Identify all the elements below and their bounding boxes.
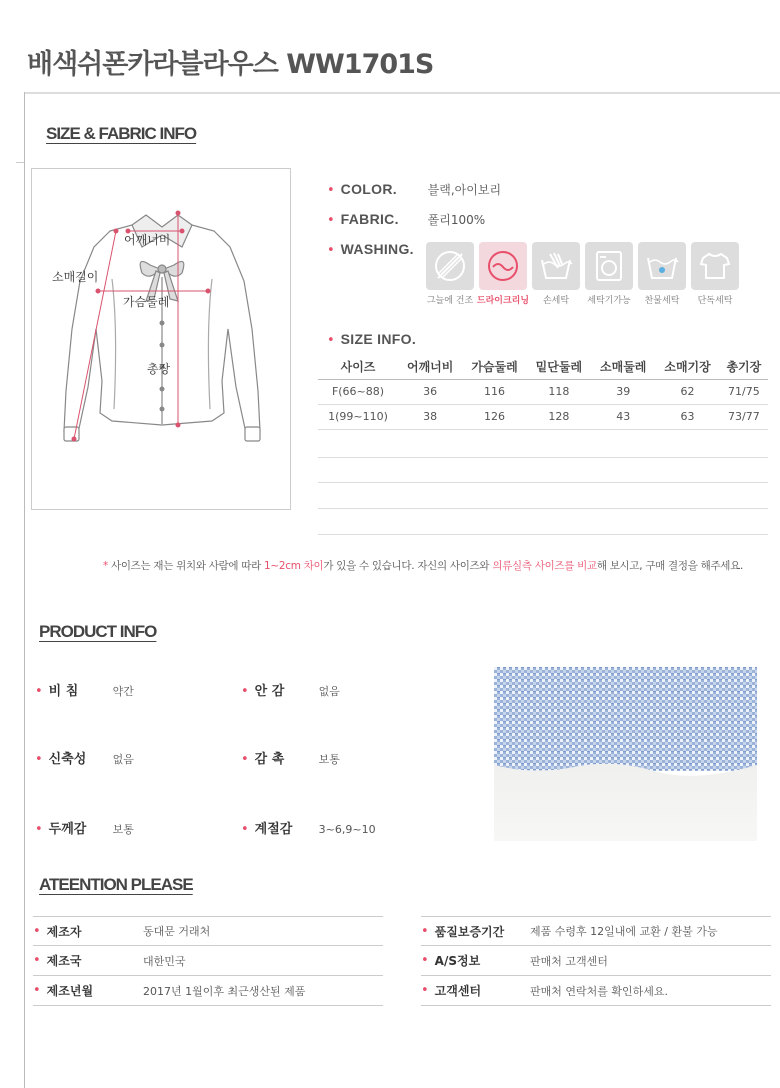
bullet-icon: • — [33, 923, 41, 939]
spec-washing-key: WASHING. — [340, 241, 414, 257]
spec-color — [327, 181, 501, 198]
product-info-value: 없음 — [112, 753, 134, 766]
bullet-icon: • — [421, 953, 429, 968]
bullet-icon: • — [33, 953, 41, 968]
spec-color-key: COLOR. — [340, 181, 397, 197]
table-cell: F(66~88) — [318, 379, 398, 404]
table-cell: 36 — [398, 379, 462, 404]
table-cell: 73/77 — [720, 404, 768, 429]
blouse-illustration — [32, 169, 292, 511]
spec-color-value: 블랙,아이보리 — [427, 183, 502, 197]
bullet-icon: • — [35, 822, 43, 837]
attention-value: 대한민국 — [143, 954, 186, 968]
bullet-icon: • — [33, 983, 41, 998]
fabric-swatch-image — [494, 667, 757, 841]
wash-item-cold-wash — [638, 242, 686, 306]
bullet-icon: • — [241, 684, 249, 699]
note-highlight: 1~2cm 차이 — [264, 560, 324, 572]
note-asterisk: * — [103, 560, 108, 572]
size-col-header: 소매둘레 — [591, 355, 655, 379]
product-info-see-through — [35, 680, 134, 699]
attention-row — [421, 916, 771, 946]
section-heading-size-fabric: SIZE & FABRIC INFO — [46, 124, 197, 143]
section-heading-product: PRODUCT INFO — [39, 622, 157, 641]
table-empty-row-line — [318, 457, 768, 458]
size-col-header: 사이즈 — [318, 355, 398, 379]
attention-row — [33, 916, 383, 946]
bullet-icon: • — [327, 243, 335, 258]
table-cell: 43 — [591, 404, 655, 429]
product-info-value: 없음 — [318, 685, 340, 698]
wash-item-washing-machine — [585, 242, 633, 306]
wash-label: 단독세탁 — [697, 296, 733, 306]
size-col-header: 어깨너비 — [398, 355, 462, 379]
attention-key: 품질보증기간 — [434, 924, 505, 939]
wash-item-dry-clean — [476, 242, 530, 306]
spec-size-info — [327, 331, 461, 348]
table-empty-row-line — [318, 482, 768, 483]
bullet-icon: • — [327, 213, 335, 228]
table-row — [318, 404, 768, 429]
product-info-value: 3~6,9~10 — [318, 823, 376, 836]
product-info-value: 보통 — [318, 753, 340, 766]
attention-value: 판매처 연락처를 확인하세요. — [530, 984, 669, 998]
table-cell: 128 — [527, 404, 591, 429]
table-cell: 71/75 — [720, 379, 768, 404]
table-cell: 116 — [462, 379, 526, 404]
product-title: 배색쉬폰카라블라우스 WW1701S — [27, 49, 434, 80]
attention-value: 판매처 고객센터 — [530, 954, 608, 968]
bullet-icon: • — [35, 752, 43, 767]
shade-dry-icon — [426, 242, 474, 290]
attention-key: 제조국 — [46, 954, 82, 968]
bullet-icon: • — [421, 983, 429, 998]
note-text: 해 보시고, 구매 결정을 해주세요. — [596, 560, 744, 572]
attention-key: 제조자 — [46, 924, 82, 939]
spec-size-key: SIZE INFO. — [340, 331, 417, 347]
attention-value: 2017년 1월이후 최근생산된 제품 — [143, 984, 306, 998]
product-info-key: 안 감 — [254, 684, 285, 699]
size-col-header: 소매기장 — [655, 355, 719, 379]
label-chest: 가슴둘레 — [123, 295, 170, 309]
bullet-icon: • — [421, 923, 429, 939]
garment-diagram — [31, 168, 291, 510]
wash-label: 그늘에 건조 — [426, 296, 474, 306]
note-text: 가 있을 수 있습니다. 자신의 사이즈와 — [323, 560, 493, 572]
separate-wash-icon — [691, 242, 739, 290]
bullet-icon: • — [327, 183, 335, 198]
attention-key: 고객센터 — [434, 984, 482, 998]
attention-row — [33, 946, 383, 976]
product-info-key: 두께감 — [48, 822, 87, 837]
note-text: 사이즈는 재는 위치와 사람에 따라 — [111, 560, 264, 572]
attention-key: A/S정보 — [434, 954, 481, 968]
wash-label: 손세탁 — [542, 296, 570, 306]
bullet-icon: • — [327, 333, 335, 348]
size-note — [103, 558, 743, 573]
size-table — [318, 355, 768, 430]
dry-clean-icon — [479, 242, 527, 290]
frame-tick — [16, 162, 24, 163]
hand-wash-icon — [532, 242, 580, 290]
wash-label: 드라이크리닝 — [476, 296, 530, 306]
size-col-header: 밑단둘레 — [527, 355, 591, 379]
product-info-value: 보통 — [112, 823, 134, 836]
wash-item-shade-dry — [426, 242, 474, 306]
spec-fabric-value: 폴리100% — [427, 213, 486, 227]
bullet-icon: • — [241, 822, 249, 837]
product-info-texture — [241, 748, 340, 767]
attention-row — [421, 976, 771, 1006]
table-empty-row-line — [318, 508, 768, 509]
wash-label: 찬물세탁 — [644, 296, 680, 306]
product-info-key: 비 침 — [48, 684, 79, 699]
table-row — [318, 379, 768, 404]
attention-row — [33, 976, 383, 1006]
bullet-icon: • — [241, 752, 249, 767]
spec-fabric-key: FABRIC. — [340, 211, 399, 227]
product-info-season — [241, 818, 376, 837]
attention-key: 제조년월 — [46, 984, 94, 998]
product-info-key: 신축성 — [48, 752, 87, 767]
attention-row — [421, 946, 771, 976]
note-highlight: 의류실측 사이즈를 비교 — [492, 560, 597, 572]
washing-machine-icon — [585, 242, 633, 290]
wash-item-separate — [691, 242, 739, 306]
product-info-key: 감 촉 — [254, 752, 285, 767]
table-cell: 62 — [655, 379, 719, 404]
product-info-key: 계절감 — [254, 822, 293, 837]
product-info-thickness — [35, 818, 134, 837]
label-sleeve: 소매길이 — [52, 270, 99, 284]
attention-value: 제품 수령후 12일내에 교환 / 환불 가능 — [530, 925, 718, 938]
product-info-value: 약간 — [112, 685, 134, 698]
label-length: 총장 — [147, 362, 171, 376]
neutral-detergent-icon — [638, 242, 686, 290]
size-col-header: 총기장 — [720, 355, 768, 379]
frame-left-border — [24, 92, 25, 1088]
product-info-lining — [241, 680, 340, 699]
table-cell: 63 — [655, 404, 719, 429]
section-heading-attention: ATEENTION PLEASE — [39, 875, 193, 894]
table-empty-row-line — [318, 534, 768, 535]
spec-fabric — [327, 211, 485, 228]
table-cell: 39 — [591, 379, 655, 404]
product-info-stretch — [35, 748, 134, 767]
label-shoulder: 어깨너비 — [124, 233, 171, 247]
table-cell: 38 — [398, 404, 462, 429]
size-col-header: 가슴둘레 — [462, 355, 526, 379]
spec-washing — [327, 241, 428, 258]
frame-top-border — [25, 92, 780, 94]
size-table-header — [318, 355, 768, 379]
wash-item-hand-wash — [532, 242, 580, 306]
table-cell: 1(99~110) — [318, 404, 398, 429]
table-cell: 118 — [527, 379, 591, 404]
wash-label: 세탁기가능 — [587, 296, 631, 306]
table-cell: 126 — [462, 404, 526, 429]
bullet-icon: • — [35, 684, 43, 699]
attention-value: 동대문 거래처 — [143, 925, 211, 938]
